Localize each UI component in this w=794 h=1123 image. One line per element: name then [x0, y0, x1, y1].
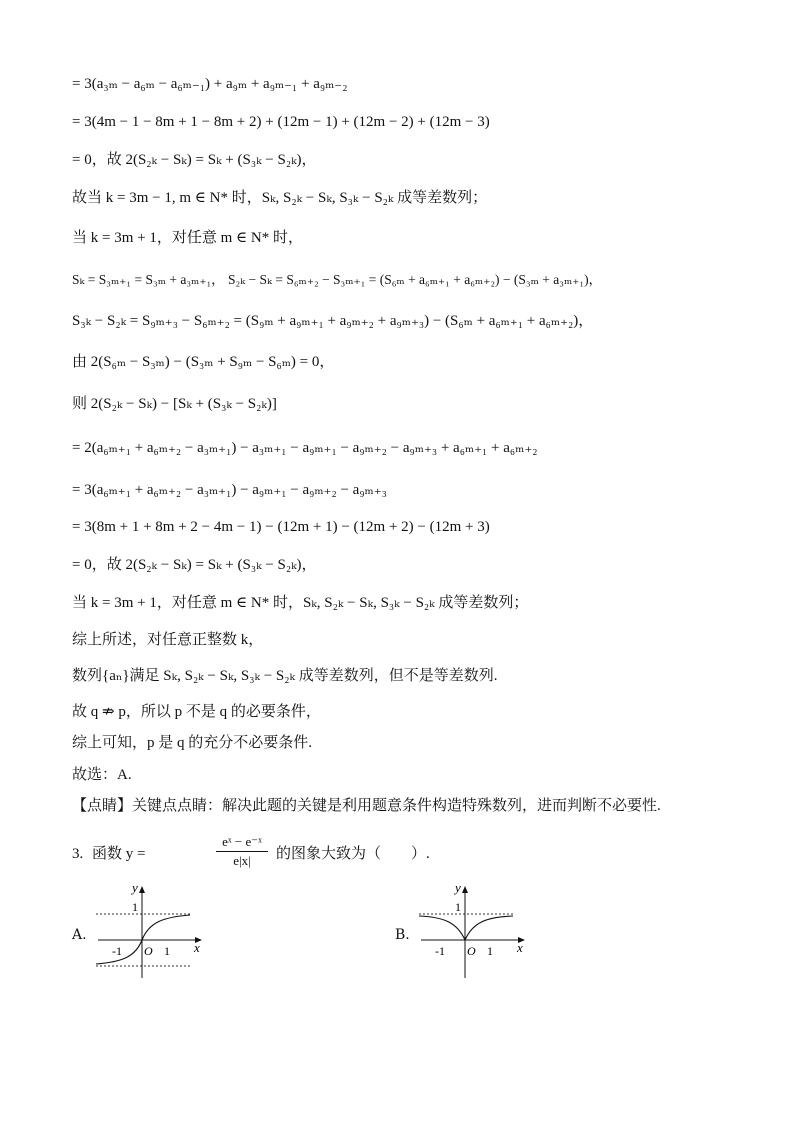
solution-line-18: 综上可知，p 是 q 的充分不必要条件.	[72, 735, 313, 751]
choice-a-label[interactable]: A.	[72, 927, 87, 943]
solution-line-9: 则 2(S₂ₖ − Sₖ) − [Sₖ + (S₃ₖ − S₂ₖ)]	[72, 396, 277, 412]
solution-line-14: 当 k = 3m + 1，对任意 m ∈ N* 时，Sₖ, S₂ₖ − Sₖ, S₃ₖ − S₂ₖ 成等差数列；	[72, 595, 529, 611]
label-one-y: 1	[132, 900, 138, 914]
solution-line-7: S₃ₖ − S₂ₖ = S₉ₘ₊₃ − S₆ₘ₊₂ = (S₉ₘ + a₉ₘ₊₁ + a₉ₘ₊₂ + a₉ₘ₊₃) − (S₆ₘ + a₆ₘ₊₁ + a₆ₘ₊₂)，	[72, 313, 594, 329]
label-neg-one: -1	[435, 944, 445, 958]
solution-line-8: 由 2(S₆ₘ − S₃ₘ) − (S₃ₘ + S₉ₘ − S₆ₘ) = 0，	[72, 354, 335, 370]
solution-line-13: = 0，故 2(S₂ₖ − Sₖ) = Sₖ + (S₃ₖ − S₂ₖ)，	[72, 557, 317, 573]
x-axis-label: x	[194, 940, 200, 955]
choice-b-graph	[413, 880, 543, 980]
label-origin: O	[467, 944, 476, 958]
solution-line-15: 综上所述，对任意正整数 k，	[72, 632, 264, 648]
solution-line-3: = 0，故 2(S₂ₖ − Sₖ) = Sₖ + (S₃ₖ − S₂ₖ)，	[72, 152, 317, 168]
solution-line-4: 故当 k = 3m − 1, m ∈ N* 时，Sₖ, S₂ₖ − Sₖ, S₃ₖ − S₂ₖ 成等差数列；	[72, 190, 488, 206]
fraction	[214, 834, 270, 869]
curve-b-right	[465, 916, 513, 940]
solution-line-11: = 3(a₆ₘ₊₁ + a₆ₘ₊₂ − a₃ₘ₊₁) − a₉ₘ₊₁ − a₉ₘ₊₂ − a₉ₘ₊₃	[72, 482, 387, 498]
fraction-denominator: e|x|	[233, 853, 251, 868]
y-axis-label: y	[455, 880, 461, 895]
solution-line-5: 当 k = 3m + 1，对任意 m ∈ N* 时，	[72, 230, 303, 246]
label-one-y: 1	[455, 900, 461, 914]
solution-line-1: = 3(a₃ₘ − a₆ₘ − a₆ₘ₋₁) + a₉ₘ + a₉ₘ₋₁ + a₉ₘ₋₂	[72, 76, 348, 92]
label-one-x: 1	[164, 944, 170, 958]
fraction-bar	[216, 851, 268, 852]
solution-line-19: 故选：A.	[72, 767, 132, 783]
solution-line-10: = 2(a₆ₘ₊₁ + a₆ₘ₊₂ − a₃ₘ₊₁) − a₃ₘ₊₁ − a₉ₘ₊₁ − a₉ₘ₊₂ − a₉ₘ₊₃ + a₆ₘ₊₁ + a₆ₘ₊₂	[72, 440, 538, 456]
solution-line-16: 数列{aₙ}满足 Sₖ, S₂ₖ − Sₖ, S₃ₖ − S₂ₖ 成等差数列，但不是等差数列.	[72, 668, 498, 684]
solution-line-17: 故 q ⇏ p，所以 p 不是 q 的必要条件，	[72, 704, 321, 720]
curve-b-left	[419, 916, 465, 940]
choice-b-label[interactable]: B.	[395, 927, 410, 943]
x-axis-label: x	[517, 940, 523, 955]
solution-line-2: = 3(4m − 1 − 8m + 1 − 8m + 2) + (12m − 1) + (12m − 2) + (12m − 3)	[72, 114, 490, 130]
solution-line-12: = 3(8m + 1 + 8m + 2 − 4m − 1) − (12m + 1) − (12m + 2) − (12m + 3)	[72, 519, 490, 535]
label-one-x: 1	[487, 944, 493, 958]
label-origin: O	[144, 944, 153, 958]
fraction-numerator: eˣ − e⁻ˣ	[222, 834, 262, 849]
question-text-before: 函数 y =	[92, 846, 146, 862]
y-axis-arrow	[139, 886, 145, 893]
question-number: 3.	[72, 846, 84, 862]
label-neg-one: -1	[112, 944, 122, 958]
key-point-note: 【点睛】关键点点睛：解决此题的关键是利用题意条件构造特殊数列，进而判断不必要性.	[72, 798, 661, 814]
solution-line-6: Sₖ = S₃ₘ₊₁ = S₃ₘ + a₃ₘ₊₁， S₂ₖ − Sₖ = S₆ₘ₊₂ − S₃ₘ₊₁ = (S₆ₘ + a₆ₘ₊₁ + a₆ₘ₊₂) − (S₃ₘ + a₃ₘ₊₁)，	[72, 272, 603, 287]
choice-a-graph	[90, 880, 220, 980]
y-axis-arrow	[462, 886, 468, 893]
y-axis-label: y	[132, 880, 138, 895]
question-text-after: 的图象大致为（ ）.	[276, 846, 430, 862]
